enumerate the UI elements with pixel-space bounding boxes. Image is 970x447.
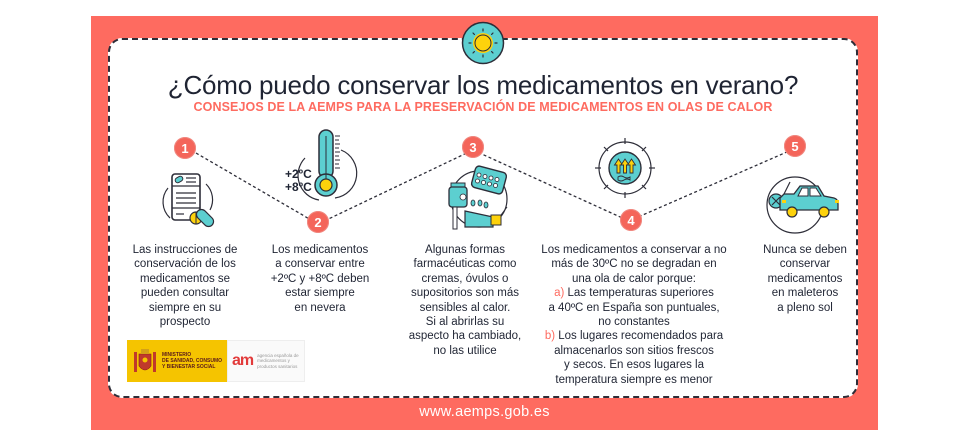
step-1-text: Las instrucciones de conservación de los medicamentos se pueden consultar siempre en su prospecto [132,244,238,329]
point-a-label: a) [554,287,565,300]
step-badge-2: 2 [307,211,329,233]
step-badge-5: 5 [784,135,806,157]
step-badge-3: 3 [462,136,484,158]
thermometer-icon [283,128,363,203]
aemps-logo: am agencia española de medicamentos y productos sanitarios [227,340,305,382]
step-3-text: Algunas formas farmacéuticas como cremas, óvulos o supositorios son más sensibles al calor. Si al abrirlas su aspecto ha cambiado, no las utilice [408,244,522,357]
heat-arrows-icon [592,137,658,199]
step-badge-4: 4 [620,209,642,231]
page-title: ¿Cómo puedo conservar los medicamentos en verano? [167,70,799,100]
svg-text:+8ºC: +8ºC [285,180,312,194]
leaflet-pills-icon [158,170,218,230]
coat-of-arms-icon [133,346,157,376]
step-2-text: Los medicamentos a conservar entre +2ºC y +8ºC deben estar siempre en nevera [270,244,370,314]
step-4-text: Los medicamentos a conservar a no más de 30ºC no se degradan en una ola de calor porque: a) Las temperaturas superiores a 40ºC en España son puntuales, no constantes b) Los lugares recomendados para almacenarlos son sitios frescos y secos. En esos lugares la temperatura siempre es menor [541,244,727,386]
car-trunk-icon [764,172,844,236]
sun-icon [461,21,505,65]
pharmaceutical-forms-icon [443,165,515,233]
footer-website-link[interactable]: www.aemps.gob.es [419,404,550,420]
step-badge-1: 1 [174,137,196,159]
step-5-text: Nunca se deben conservar medicamentos en maleteros a pleno sol [763,244,847,314]
svg-text:+2ºC: +2ºC [285,167,312,181]
ministry-logo: MINISTERIO DE SANIDAD, CONSUMO Y BIENESTAR SOCIAL [127,340,227,382]
institutional-logos [127,340,305,382]
point-b-label: b) [544,330,556,343]
page-subtitle: CONSEJOS DE LA AEMPS PARA LA PRESERVACIÓN DE MEDICAMENTOS EN OLAS DE CALOR [193,100,773,114]
